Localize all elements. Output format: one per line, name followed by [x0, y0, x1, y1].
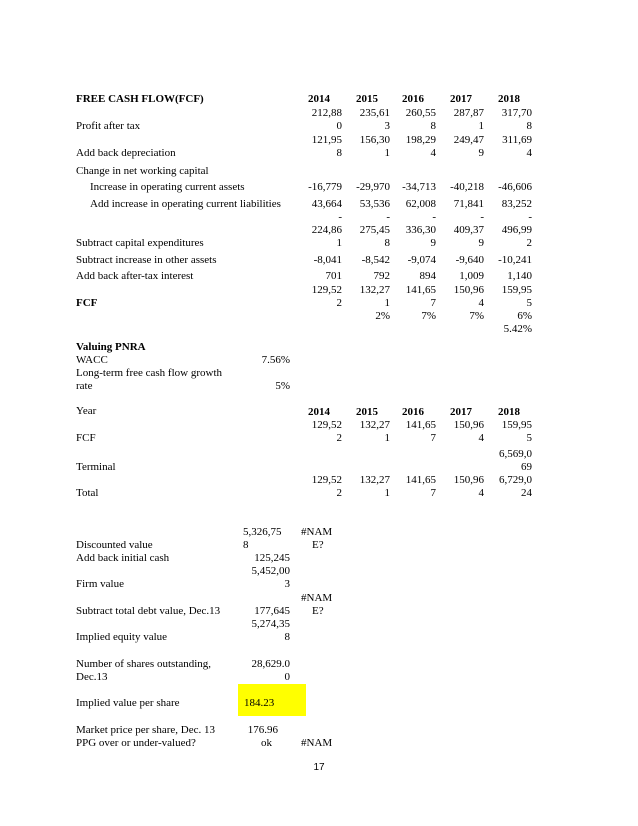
cell: -9,074 — [407, 254, 436, 266]
row-label: Profit after tax — [76, 120, 141, 132]
cell: 156,30 — [359, 134, 390, 146]
cell: 3 — [384, 120, 390, 132]
year-header: 2017 — [450, 93, 472, 105]
cell: 53,536 — [359, 198, 390, 210]
cell: 2 — [336, 432, 342, 444]
cell: 6,569,0 — [499, 448, 532, 460]
cell: 150,96 — [453, 474, 484, 486]
row-label: Increase in operating current assets — [90, 181, 245, 193]
ltg-label: Long-term free cash flow growth — [76, 367, 223, 379]
fcf-title: FREE CASH FLOW(FCF) — [76, 93, 204, 105]
cell: 1 — [384, 147, 390, 159]
cell: 129,52 — [311, 419, 342, 431]
cell: 496,99 — [501, 224, 532, 236]
cell: 2 — [526, 237, 532, 249]
cell: 8 — [336, 147, 342, 159]
error-value: E? — [312, 539, 324, 551]
debt-value: 177,645 — [254, 605, 290, 617]
equity-label: Implied equity value — [76, 631, 168, 643]
discounted-value: 8 — [243, 539, 249, 551]
growth-cell: 6% — [517, 310, 532, 322]
cell: 198,29 — [405, 134, 436, 146]
cell: 2 — [336, 297, 342, 309]
cell: 249,47 — [453, 134, 484, 146]
row-label: Subtract increase in other assets — [76, 254, 217, 266]
row-label: Subtract capital expenditures — [76, 237, 204, 249]
cell: 43,664 — [311, 198, 342, 210]
ppg-label: PPG over or under-valued? — [76, 737, 196, 749]
cell: 4 — [478, 432, 484, 444]
cell: -8,542 — [361, 254, 390, 266]
shares-label: Number of shares outstanding, — [76, 658, 212, 670]
cell: 141,65 — [405, 474, 436, 486]
cell: - — [386, 211, 390, 223]
cell: -16,779 — [308, 181, 342, 193]
cell: 9 — [478, 147, 484, 159]
cell: 287,87 — [453, 107, 484, 119]
cell: 121,95 — [311, 134, 342, 146]
cell: 4 — [478, 487, 484, 499]
cell: 159,95 — [501, 284, 532, 296]
cell: 1 — [384, 487, 390, 499]
cell: 1,009 — [459, 270, 484, 282]
cell: 409,37 — [453, 224, 484, 236]
cell: 71,841 — [453, 198, 484, 210]
cell: -46,606 — [498, 181, 532, 193]
cell: 212,88 — [311, 107, 342, 119]
cell: 150,96 — [453, 284, 484, 296]
cell: 8 — [384, 237, 390, 249]
cell: 150,96 — [453, 419, 484, 431]
cell: 132,27 — [359, 284, 390, 296]
error-value: #NAM — [301, 737, 333, 749]
terminal-label: Terminal — [76, 461, 116, 473]
growth-cell: 7% — [421, 310, 436, 322]
growth-average: 5.42% — [503, 323, 532, 335]
valuing-title: Valuing PNRA — [76, 341, 146, 353]
cell: 1 — [384, 432, 390, 444]
cell: 1,140 — [507, 270, 532, 282]
cell: 9 — [478, 237, 484, 249]
cell: 7 — [430, 432, 436, 444]
firm-label: Firm value — [76, 578, 124, 590]
cell: -8,041 — [313, 254, 342, 266]
cell: 336,30 — [405, 224, 436, 236]
cell: 7 — [430, 487, 436, 499]
cell: 1 — [478, 120, 484, 132]
year-header: 2015 — [356, 406, 378, 418]
cell: 275,45 — [359, 224, 390, 236]
cell: - — [338, 211, 342, 223]
ppg-value: ok — [261, 737, 272, 749]
cell: 5 — [526, 297, 532, 309]
year-header: 2018 — [498, 406, 520, 418]
cell: 260,55 — [405, 107, 436, 119]
cell: 141,65 — [405, 419, 436, 431]
shares-label: Dec.13 — [76, 671, 108, 683]
error-value: #NAM — [301, 526, 333, 538]
row-label: Add back after-tax interest — [76, 270, 194, 282]
cash-label: Add back initial cash — [76, 552, 170, 564]
cell: 1 — [336, 237, 342, 249]
year-header: 2017 — [450, 406, 472, 418]
cell: -40,218 — [450, 181, 484, 193]
shares-value: 0 — [284, 671, 290, 683]
cell: 69 — [521, 461, 532, 473]
cell: - — [432, 211, 436, 223]
discounted-label: Discounted value — [76, 539, 153, 551]
shares-value: 28,629.0 — [251, 658, 290, 670]
growth-cell: 2% — [375, 310, 390, 322]
cash-value: 125,245 — [254, 552, 290, 564]
firm-value: 3 — [284, 578, 290, 590]
cell: 235,61 — [359, 107, 390, 119]
row-label: Change in net working capital — [76, 165, 209, 177]
growth-cell: 7% — [469, 310, 484, 322]
equity-value: 5,274,35 — [251, 618, 290, 630]
cell: 4 — [430, 147, 436, 159]
cell: -10,241 — [498, 254, 532, 266]
total-label: Total — [76, 487, 99, 499]
cell: 5 — [526, 432, 532, 444]
cell: - — [528, 211, 532, 223]
cell: 4 — [478, 297, 484, 309]
cell: 132,27 — [359, 419, 390, 431]
equity-value: 8 — [284, 631, 290, 643]
page-number: 17 — [313, 762, 325, 773]
cell: 8 — [526, 120, 532, 132]
year-label: Year — [76, 405, 97, 417]
cell: 792 — [373, 270, 390, 282]
cell: 1 — [384, 297, 390, 309]
ltg-value: 5% — [275, 380, 290, 392]
cell: 2 — [336, 487, 342, 499]
cell: 159,95 — [501, 419, 532, 431]
ltg-label: rate — [76, 380, 93, 392]
cell: 62,008 — [405, 198, 436, 210]
cell: 4 — [526, 147, 532, 159]
wacc-value: 7.56% — [261, 354, 290, 366]
market-price-label: Market price per share, Dec. 13 — [76, 724, 215, 736]
cell: 224,86 — [311, 224, 342, 236]
year-header: 2016 — [402, 406, 424, 418]
wacc-label: WACC — [76, 354, 108, 366]
cell: 129,52 — [311, 474, 342, 486]
year-header: 2016 — [402, 93, 424, 105]
cell: -9,640 — [455, 254, 484, 266]
cell: -34,713 — [402, 181, 436, 193]
ivps-value: 184.23 — [244, 697, 275, 709]
error-value: #NAM — [301, 592, 333, 604]
cell: 83,252 — [501, 198, 532, 210]
year-header: 2015 — [356, 93, 378, 105]
row-label: Add increase in operating current liabilities — [90, 198, 281, 210]
cell: 701 — [325, 270, 342, 282]
discounted-value: 5,326,75 — [243, 526, 282, 538]
year-header: 2014 — [308, 93, 330, 105]
fcf-label: FCF — [76, 432, 96, 444]
market-price-value: 176.96 — [247, 724, 278, 736]
cell: 132,27 — [359, 474, 390, 486]
year-header: 2014 — [308, 406, 330, 418]
firm-value: 5,452,00 — [251, 565, 290, 577]
cell: - — [480, 211, 484, 223]
cell: 894 — [419, 270, 436, 282]
cell: 311,69 — [502, 134, 532, 146]
cell: 7 — [430, 297, 436, 309]
row-label: FCF — [76, 297, 98, 309]
cell: 6,729,0 — [499, 474, 532, 486]
cell: 9 — [430, 237, 436, 249]
cell: 129,52 — [311, 284, 342, 296]
cell: 317,70 — [501, 107, 532, 119]
ivps-label: Implied value per share — [76, 697, 180, 709]
row-label: Add back depreciation — [76, 147, 176, 159]
error-value: E? — [312, 605, 324, 617]
cell: 141,65 — [405, 284, 436, 296]
cell: 0 — [336, 120, 342, 132]
cell: 24 — [521, 487, 532, 499]
year-header: 2018 — [498, 93, 520, 105]
debt-label: Subtract total debt value, Dec.13 — [76, 605, 221, 617]
cell: 8 — [430, 120, 436, 132]
cell: -29,970 — [356, 181, 390, 193]
